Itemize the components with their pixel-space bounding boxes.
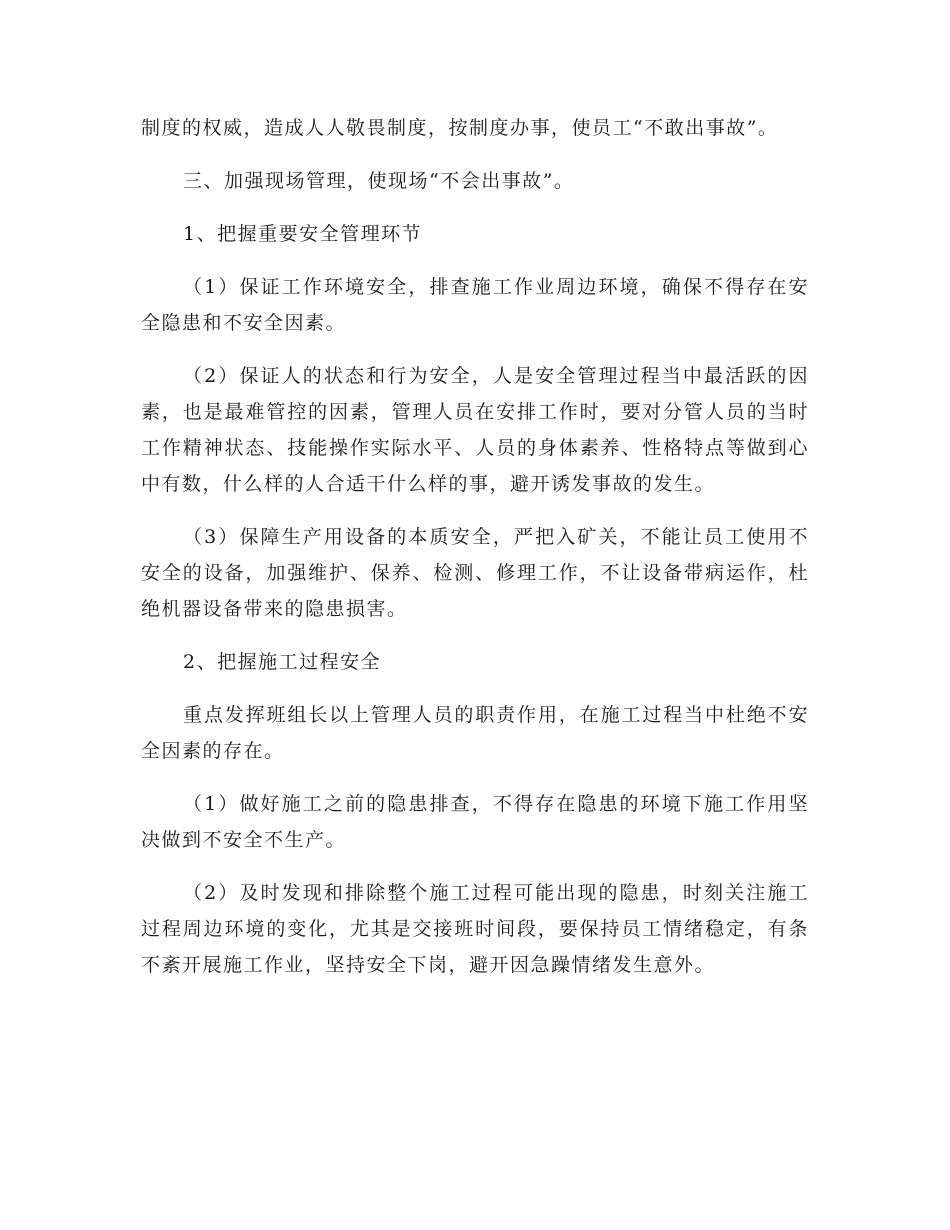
section-heading: 三、加强现场管理，使现场“不会出事故”。 [183, 170, 575, 192]
subsection-heading: 2、把握施工过程安全 [183, 651, 382, 673]
paragraph: （1）保证工作环境安全，排查施工作业周边环境，确保不得存在安全隐患和不安全因素。 [141, 276, 809, 334]
paragraph: （2）及时发现和排除整个施工过程可能出现的隐患，时刻关注施工过程周边环境的变化，尤其是交接班时间段，要保持员工情绪稳定，有条不紊开展施工作业，坚持安全下岗，避开因急躁情绪发生意外。 [141, 882, 809, 976]
paragraph: （3）保障生产用设备的本质安全，严把入矿关，不能让员工使用不安全的设备，加强维护、保养、检测、修理工作，不让设备带病运作，杜绝机器设备带来的隐患损害。 [141, 526, 809, 620]
document-body [141, 110, 809, 1000]
paragraph-continuation: 制度的权威，造成人人敬畏制度，按制度办事，使员工“不敢出事故”。 [141, 117, 779, 139]
subsection-heading: 1、把握重要安全管理环节 [183, 223, 423, 245]
paragraph: 重点发挥班组长以上管理人员的职责作用，在施工过程当中杜绝不安全因素的存在。 [141, 704, 809, 762]
paragraph: （2）保证人的状态和行为安全，人是安全管理过程当中最活跃的因素，也是最难管控的因素，管理人员在安排工作时，要对分管人员的当时工作精神状态、技能操作实际水平、人员的身体素养、性格特点等做到心中有数，什么样的人合适干什么样的事，避开诱发事故的发生。 [141, 365, 809, 495]
paragraph: （1）做好施工之前的隐患排查，不得存在隐患的环境下施工作用坚决做到不安全不生产。 [141, 793, 809, 851]
